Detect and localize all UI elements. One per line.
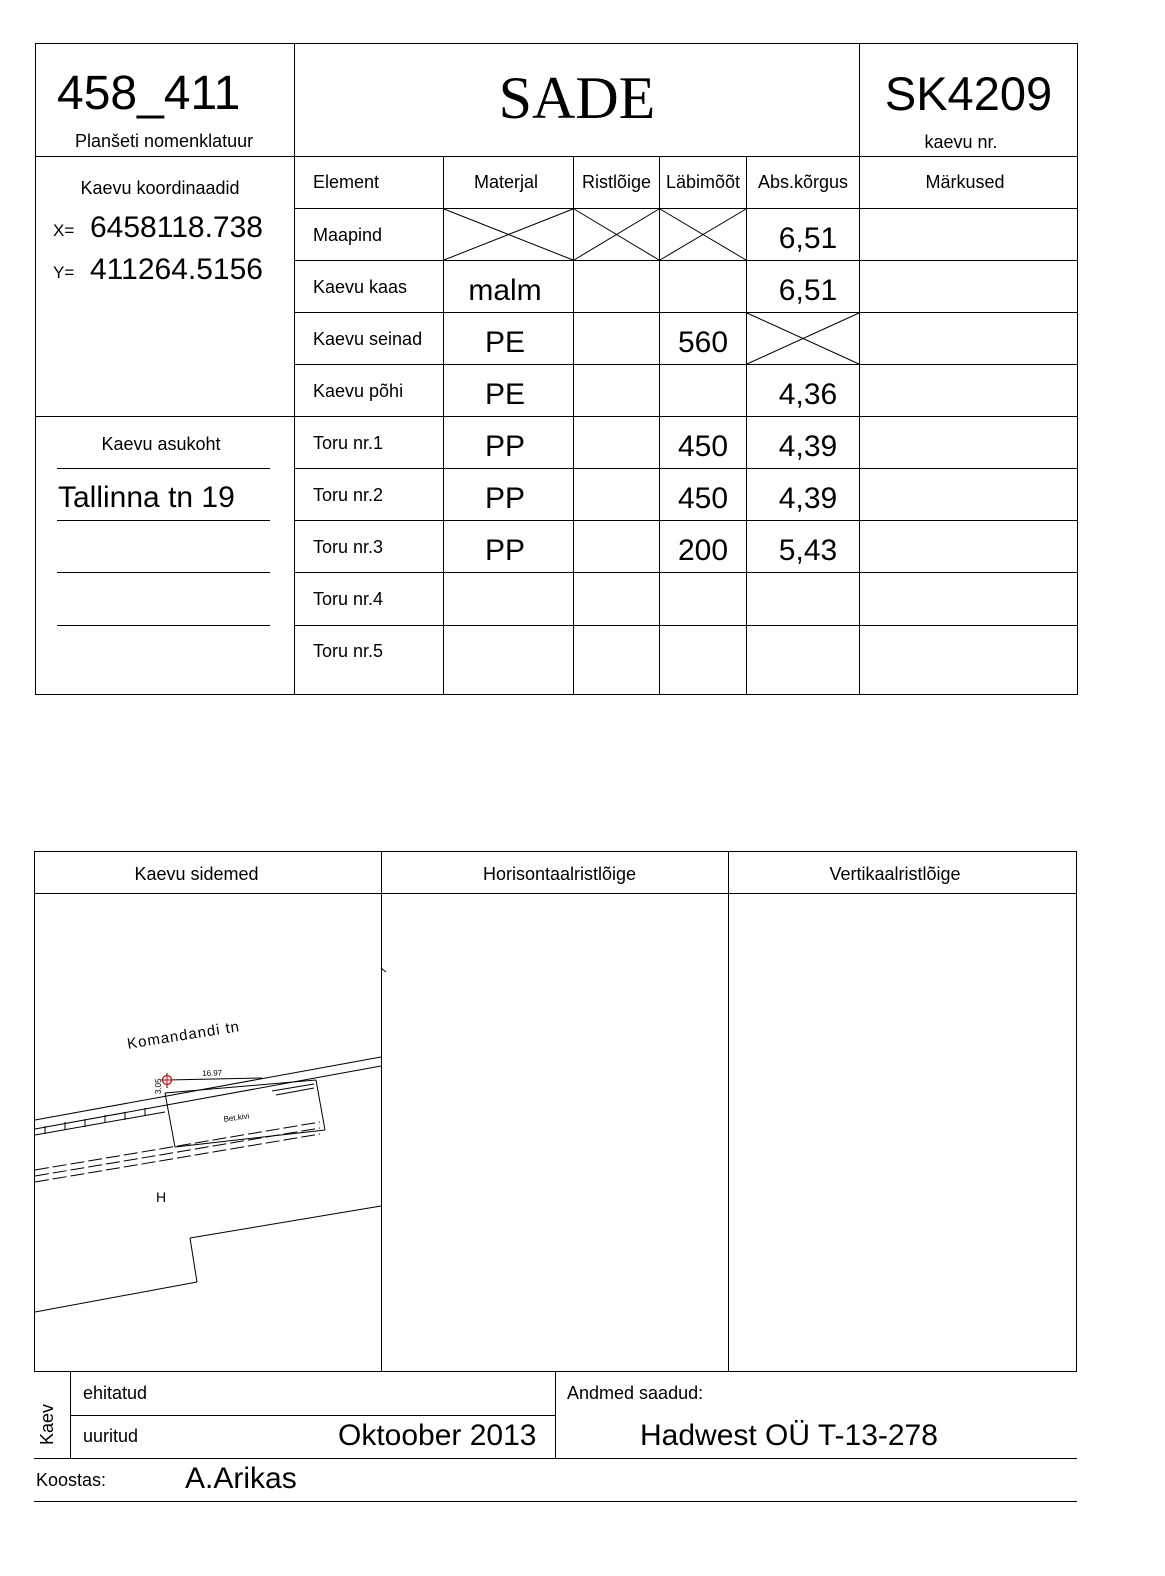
surface-label: Bet.kivi: [223, 1111, 250, 1124]
row-diameter: 560: [677, 326, 729, 359]
row-material: PP: [484, 534, 526, 567]
row-abs-height: 5,43: [778, 534, 838, 567]
column-header-abs-height: Abs.kõrgus: [757, 172, 849, 192]
column-header-cross-section: Ristlõige: [581, 172, 652, 192]
built-label: ehitatud: [83, 1383, 148, 1403]
row-element: Toru nr.4: [313, 589, 384, 609]
connections-label: Kaevu sidemed: [134, 864, 259, 884]
y-value: 411264.5156: [90, 253, 263, 286]
offset-label: 3.05: [154, 1078, 163, 1094]
row-element: Toru nr.3: [313, 537, 384, 557]
column-header-diameter: Läbimõõt: [665, 172, 741, 192]
row-element: Kaevu seinad: [313, 329, 423, 349]
column-header-notes: Märkused: [925, 172, 1005, 192]
sheet-label: Planšeti nomenklatuur: [75, 131, 254, 151]
row-diameter: 200: [677, 534, 729, 567]
street-label: Komandandi tn: [126, 1018, 242, 1053]
row-abs-height: 6,51: [778, 274, 838, 307]
row-material: malm: [468, 274, 542, 307]
y-label: Y=: [53, 263, 75, 282]
column-header-material: Materjal: [473, 172, 539, 192]
row-material: PE: [484, 326, 526, 359]
row-element: Kaevu põhi: [313, 381, 404, 401]
row-material: PP: [484, 482, 526, 515]
vertical-section-label: Vertikaalristlõige: [829, 864, 961, 884]
x-value: 6458118.738: [90, 211, 263, 244]
row-abs-height: 4,39: [778, 430, 838, 463]
frame-line: [34, 1458, 1077, 1459]
row-material: PE: [484, 378, 526, 411]
source-label: Andmed saadud:: [567, 1383, 704, 1403]
row-element: Maapind: [313, 225, 383, 245]
row-diameter: 450: [677, 482, 729, 515]
location-label: Kaevu asukoht: [101, 434, 221, 454]
surveyed-date: Oktoober 2013: [338, 1419, 537, 1452]
row-abs-height: 4,36: [778, 378, 838, 411]
x-label: X=: [53, 221, 75, 240]
row-element: Toru nr.5: [313, 641, 384, 661]
well-number: SK4209: [884, 67, 1053, 120]
page-title: SADE: [498, 65, 656, 131]
frame-line: [70, 1415, 555, 1416]
well-side-label: Kaev: [37, 1403, 57, 1445]
compiled-label: Koostas:: [36, 1470, 107, 1490]
surveyed-label: uuritud: [83, 1426, 139, 1446]
distance-label: 16.97: [202, 1068, 223, 1078]
frame-line: [34, 1501, 1077, 1502]
row-diameter: 450: [677, 430, 729, 463]
row-material: PP: [484, 430, 526, 463]
row-abs-height: 4,39: [778, 482, 838, 515]
row-abs-height: 6,51: [778, 222, 838, 255]
well-label: kaevu nr.: [924, 132, 998, 152]
zone-label: H: [156, 1189, 167, 1205]
column-header-element: Element: [313, 172, 380, 192]
source-value: Hadwest OÜ T-13-278: [640, 1419, 938, 1452]
sheet-number: 458_411: [57, 67, 241, 120]
horizontal-section-label: Horisontaalristlõige: [482, 864, 637, 884]
compiled-by: A.Arikas: [185, 1462, 297, 1495]
row-element: Toru nr.2: [313, 485, 384, 505]
row-element: Toru nr.1: [313, 433, 384, 453]
location-address: Tallinna tn 19: [58, 481, 235, 514]
row-element: Kaevu kaas: [313, 277, 408, 297]
coordinates-label: Kaevu koordinaadid: [80, 178, 240, 198]
frame-line: [555, 1372, 556, 1458]
